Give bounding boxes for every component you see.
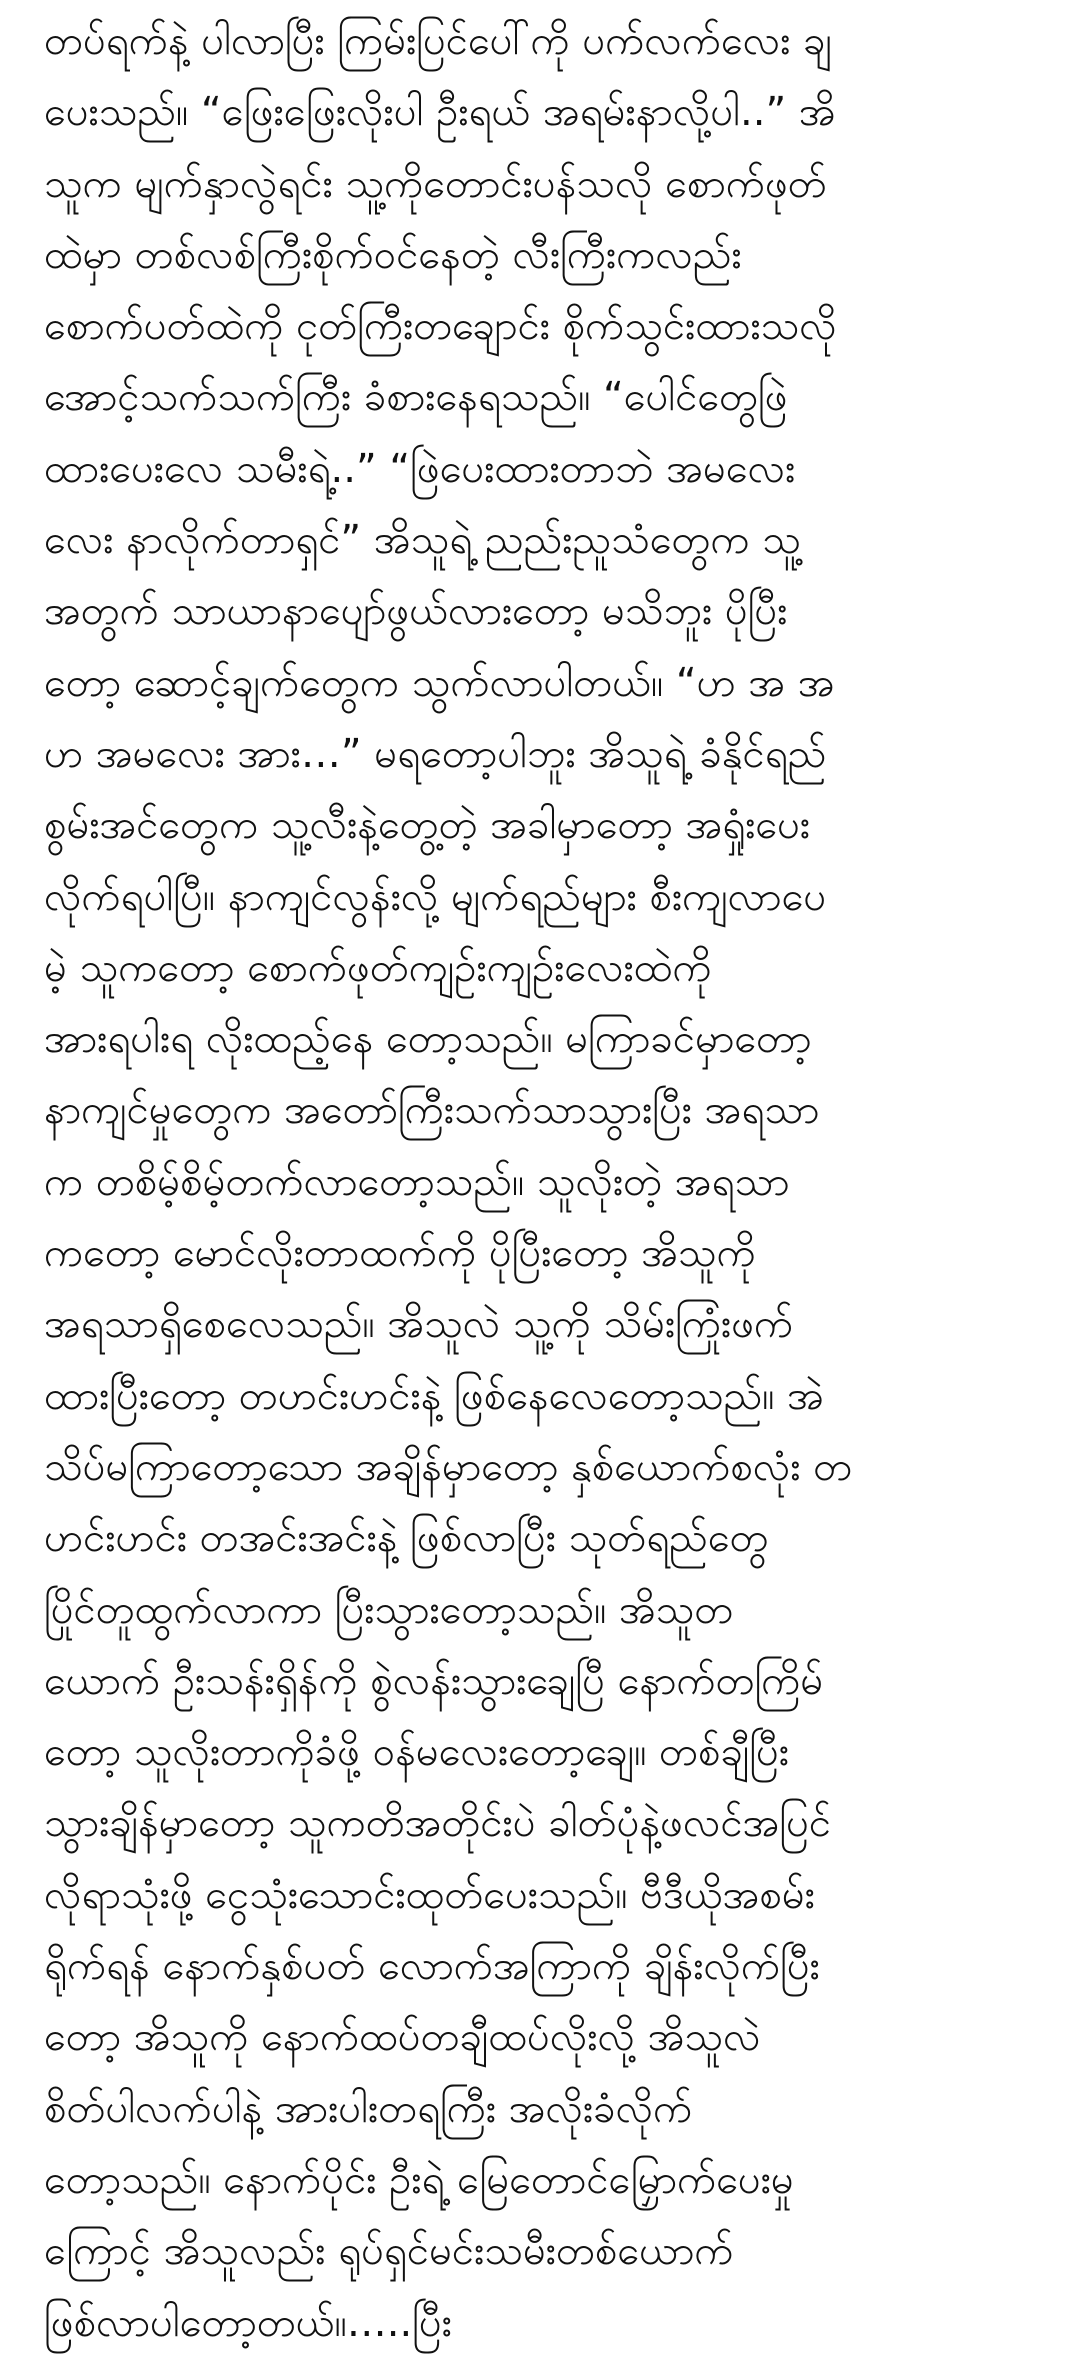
post-text-line: ဟင်းဟင်း တအင်းအင်းနဲ့ ဖြစ်လာပြီး သုတ်ရည်တွေ [44,1515,769,1562]
post-text-line: ထဲမှာ တစ်လစ်ကြီးစိုက်ဝင်နေတဲ့ လီးကြီးကလည်း [44,231,742,278]
post-text-line: တော့သည်။ နောက်ပိုင်း ဦးရဲ့ မြေတောင်မြှောက်ပေးမှု [44,2156,794,2203]
post-text-line: ဖြစ်လာပါတော့တယ်။…..ပြီး [44,2299,452,2346]
post-text-line: သူက မျက်နှာလွဲရင်း သူ့ကိုတောင်းပန်သလို စောက်ဖုတ် [44,160,827,207]
post-text-line: လိုက်ရပါပြီ။ နာကျင်လွန်းလို့ မျက်ရည်များ စီးကျလာပေ [44,873,827,920]
post-text-line: အောင့်သက်သက်ကြီး ခံစားနေရသည်။ “ပေါင်တွေဖြဲ [44,374,788,421]
post-text-line: အတွက် သာယာနာပျော်ဖွယ်လားတော့ မသိဘူး ပိုပြီး [44,588,788,635]
post-text-line: လေး နာလိုက်တာရှင်” အိသူရဲ့ ညည်းညူသံတွေက သူ့ [44,517,801,564]
post-text-line: ယောက် ဦးသန်းရှိန်ကို စွဲလန်းသွားချေပြီ နောက်တကြိမ် [44,1657,824,1704]
post-text-line: နာကျင်မှုတွေက အတော်ကြီးသက်သာသွားပြီး အရသာ [44,1087,820,1134]
post-text-line: တပ်ရက်နဲ့ ပါလာပြီး ကြမ်းပြင်ပေါ်ကို ပက်လက်လေး ချ [44,18,832,64]
post-text-line: အားရပါးရ လိုးထည့်နေ တော့သည်။ မကြာခင်မှာတော့ [44,1016,812,1063]
post-text-line: ပြိုင်တူထွက်လာကာ ပြီးသွားတော့သည်။ အိသူတ [44,1586,734,1633]
post-text-line: သွားချိန်မှာတော့ သူကတိအတိုင်းပဲ ခါတ်ပုံနဲ့ဖလင်အပြင် [44,1800,832,1847]
post-text-line: ဟ အမလေး အား…” မရတော့ပါဘူး အိသူရဲ့ ခံနိုင်ရည် [44,730,827,777]
post-text-line: တော့ သူလိုးတာကိုခံဖို့ ဝန်မလေးတော့ချေ။ တစ်ချီပြီး [44,1729,790,1776]
post-text-line: ထားပေးလေ သမီးရဲ့..” “ဖြဲပေးထားတာဘဲ အမလေး [44,445,796,492]
post-text-line: လိုရာသုံးဖို့ ငွေသုံးသောင်းထုတ်ပေးသည်။ ဗီဒီယိုအစမ်း [44,1871,815,1918]
post-text-line: ကတော့ မောင်လိုးတာထက်ကို ပိုပြီးတော့ အိသူကို [44,1230,756,1277]
post-text-line: စိတ်ပါလက်ပါနဲ့ အားပါးတရကြီး အလိုးခံလိုက် [44,2085,693,2132]
post-text-line: စောက်ပတ်ထဲကို ငုတ်ကြီးတချောင်း စိုက်သွင်းထားသလို [44,303,837,350]
post-text-line: က တစိမ့်စိမ့်တက်လာတော့သည်။ သူလိုးတဲ့ အရသာ [44,1158,790,1205]
post-text-line: သိပ်မကြာတော့သော အချိန်မှာတော့ နှစ်ယောက်စလုံး တ [44,1443,853,1490]
post-text-line: မဲ့ သူကတော့ စောက်ဖုတ်ကျဉ်းကျဉ်းလေးထဲကို [44,944,712,991]
post-text-line: အရသာရှိစေလေသည်။ အိသူလဲ သူ့ကို သိမ်းကြုံးဖက် [44,1301,794,1348]
post-text-line: တော့ အိသူကို နောက်ထပ်တချီထပ်လိုးလို့ အိသူလဲ [44,2014,761,2061]
post-text-line: ပေးသည်။ “ဖြေးဖြေးလိုးပါ ဦးရယ် အရမ်းနာလို့ပါ..” အိ [44,89,836,136]
post-text-line: တော့ ဆောင့်ချက်တွေက သွက်လာပါတယ်။ “ဟ အ အ [44,659,835,706]
post-text-line: ကြောင့် အိသူလည်း ရုပ်ရှင်မင်းသမီးတစ်ယောက် [44,2228,734,2275]
post-text-line: ထားပြီးတော့ တဟင်းဟင်းနဲ့ ဖြစ်နေလေတော့သည်။ အဲ [44,1372,824,1419]
post-text-line: ရိုက်ရန် နောက်နှစ်ပတ် လောက်အကြာကို ချိန်းလိုက်ပြီး [44,1943,820,1990]
post-text-line: စွမ်းအင်တွေက သူ့လီးနဲ့တွေ့တဲ့ အခါမှာတော့ အရှုံးပေး [44,802,811,849]
